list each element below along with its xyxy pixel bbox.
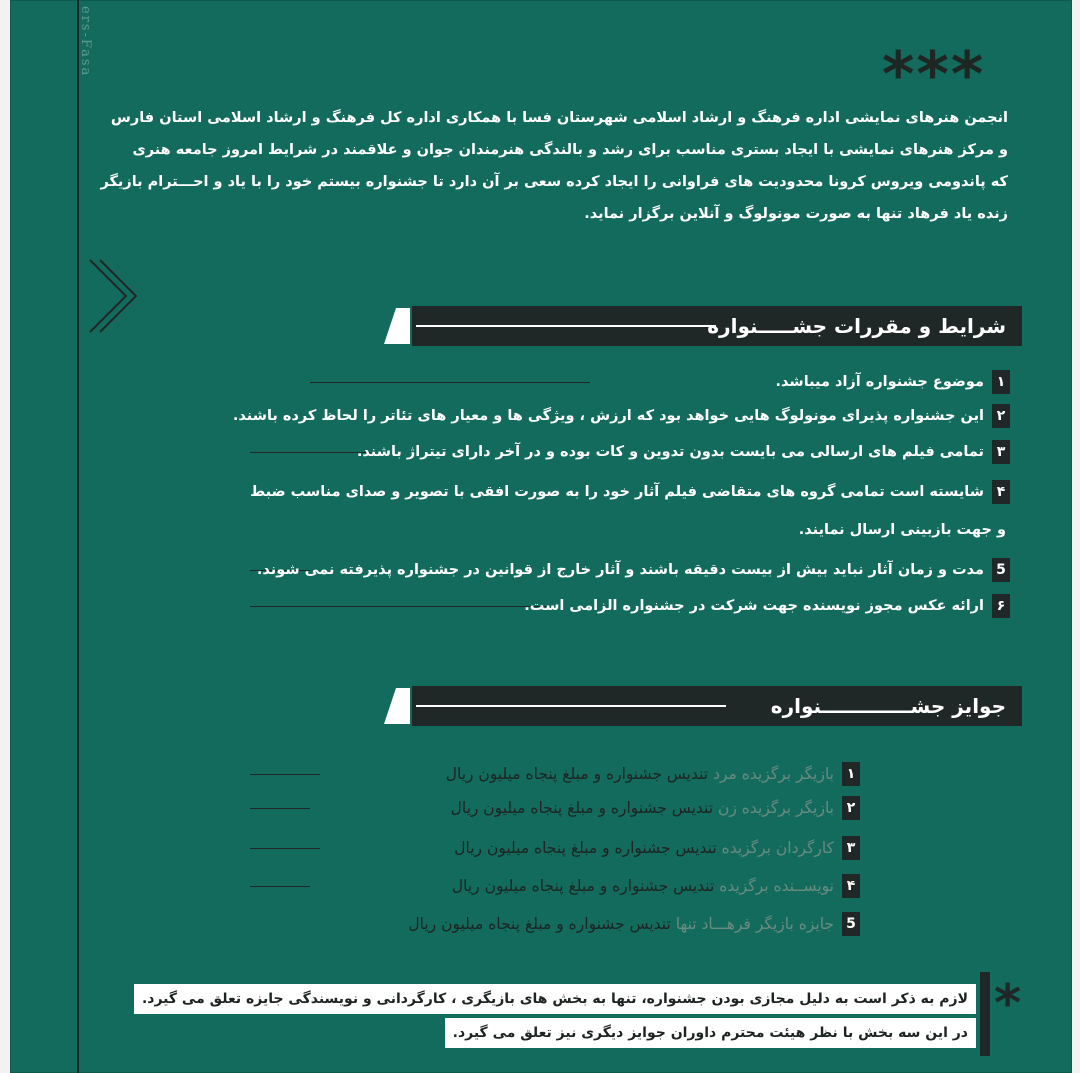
leader-line	[250, 774, 320, 775]
rule-text: مدت و زمان آثار نباید بیش از بیست دقیقه باشند و آثار خارج از قوانین در جشنواره پذیرفته نمی شوند.	[256, 562, 984, 578]
prize-number: ۲	[842, 796, 860, 820]
rule-number: ۳	[992, 440, 1010, 464]
prize-category: بازیگر برگزیده زن	[717, 799, 834, 817]
prize-text	[446, 762, 834, 786]
intro-paragraph	[100, 102, 1008, 230]
rule-number: ۱	[992, 370, 1010, 394]
intro-line: و مرکز هنرهای نمایشی با ایجاد بستری مناسب برای رشد و بالندگی هنرمندان جوان و علاقمند در شرایط امروز جامعه هنری	[132, 142, 1008, 158]
prize-item	[250, 874, 860, 900]
prize-item	[250, 796, 860, 822]
rule-text: موضوع جشنواره آزاد میباشد.	[775, 374, 984, 390]
prize-category: نویســنده برگزیده	[719, 877, 834, 895]
rule-item	[250, 594, 1010, 620]
decorative-stars: ***	[882, 38, 986, 111]
rule-text: تمامی فیلم های ارسالی می بایست بدون تدوین و کات بوده و در آخر دارای تیتراژ باشند.	[356, 444, 984, 460]
prize-category: بازیگر برگزیده مرد	[713, 765, 834, 783]
rule-item	[250, 440, 1010, 466]
rule-number: 5	[992, 558, 1010, 582]
header-wedge-shape	[382, 306, 412, 346]
rule-number: ۶	[992, 594, 1010, 618]
note-line: لازم به ذکر است به دلیل مجازی بودن جشنواره، تنها به بخش های بازیگری ، کارگردانی و نویسندگی جایزه تعلق می گیرد.	[134, 984, 976, 1014]
rule-text: این جشنواره پذیرای مونولوگ هایی خواهد بود که ارزش ، ویژگی ها و معیار های تئاتر را لحاظ کرده باشند.	[232, 408, 984, 424]
header-rule	[416, 325, 716, 327]
prize-category: جایزه بازیگر فرهـــاد تنها	[675, 915, 834, 933]
prize-text	[454, 836, 834, 860]
leader-line	[250, 848, 320, 849]
rule-text: ارائه عکس مجوز نویسنده جهت شرکت در جشنواره الزامی است.	[524, 598, 984, 614]
prize-item	[250, 836, 860, 862]
rule-text-continued: و جهت بازبینی ارسال نمایند.	[798, 522, 1006, 538]
prize-number: ۱	[842, 762, 860, 786]
rule-number: ۲	[992, 404, 1010, 428]
leader-line	[250, 606, 550, 607]
note-bar	[980, 972, 990, 1056]
prize-text	[451, 796, 834, 820]
leader-line	[250, 808, 310, 809]
prize-reward: تندیس جشنواره و مبلغ پنجاه میلیون ریال	[454, 839, 717, 857]
leader-line	[250, 452, 370, 453]
intro-line: که پاندومی ویروس کرونا محدودیت های فراوانی را ایجاد کرده سعی بر آن دارد تا جشنواره بیستم خود را با یاد و احـــترام بازیگر	[100, 174, 1008, 190]
prize-reward: تندیس جشنواره و مبلغ پنجاه میلیون ریال	[445, 765, 709, 783]
header-rule	[416, 705, 726, 707]
side-watermark-text: ers-Fasa	[78, 6, 93, 78]
prize-number: ۳	[842, 836, 860, 860]
rule-item	[232, 404, 1010, 430]
prize-reward: تندیس جشنواره و مبلغ پنجاه میلیون ریال	[408, 915, 671, 933]
prize-text	[452, 874, 834, 898]
rule-number: ۴	[992, 480, 1010, 504]
poster	[10, 0, 1072, 1073]
double-chevron-icon	[82, 258, 138, 338]
rule-text: شایسته است تمامی گروه های متقاضی فیلم آثار خود را به صورت افقی با تصویر و صدای مناسب ضبط	[250, 484, 984, 500]
rule-item	[250, 480, 1010, 506]
vertical-divider	[77, 0, 79, 1073]
rule-item	[250, 558, 1010, 584]
rules-section-header	[382, 306, 1022, 346]
intro-line: انجمن هنرهای نمایشی اداره فرهنگ و ارشاد اسلامی شهرستان فسا با همکاری اداره کل فرهنگ و ارشاد اسلامی استان فارس	[110, 110, 1008, 126]
intro-line: زنده یاد فرهاد تنها به صورت مونولوگ و آنلاین برگزار نماید.	[584, 206, 1008, 222]
prize-category: کارگردان برگزیده	[721, 839, 834, 857]
prize-item	[240, 912, 860, 938]
note-line: در این سه بخش با نظر هیئت محترم داوران جوایز دیگری نیز تعلق می گیرد.	[445, 1018, 976, 1048]
note-star-icon: *	[994, 974, 1022, 1034]
leader-line	[250, 886, 310, 887]
prizes-title: جوایز جشـــــــــــــنواره	[770, 694, 1006, 718]
prize-text	[408, 912, 834, 936]
leader-line	[310, 382, 590, 383]
prize-item	[250, 762, 860, 788]
prizes-section-header	[382, 686, 1022, 726]
prize-reward: تندیس جشنواره و مبلغ پنجاه میلیون ریال	[450, 799, 714, 817]
rule-item	[310, 370, 1010, 396]
rules-title: شرایط و مقررات جشـــــنواره	[707, 314, 1006, 338]
header-wedge-shape	[382, 686, 412, 726]
prize-number: ۴	[842, 874, 860, 898]
prize-reward: تندیس جشنواره و مبلغ پنجاه میلیون ریال	[451, 877, 715, 895]
prize-number: 5	[842, 912, 860, 936]
